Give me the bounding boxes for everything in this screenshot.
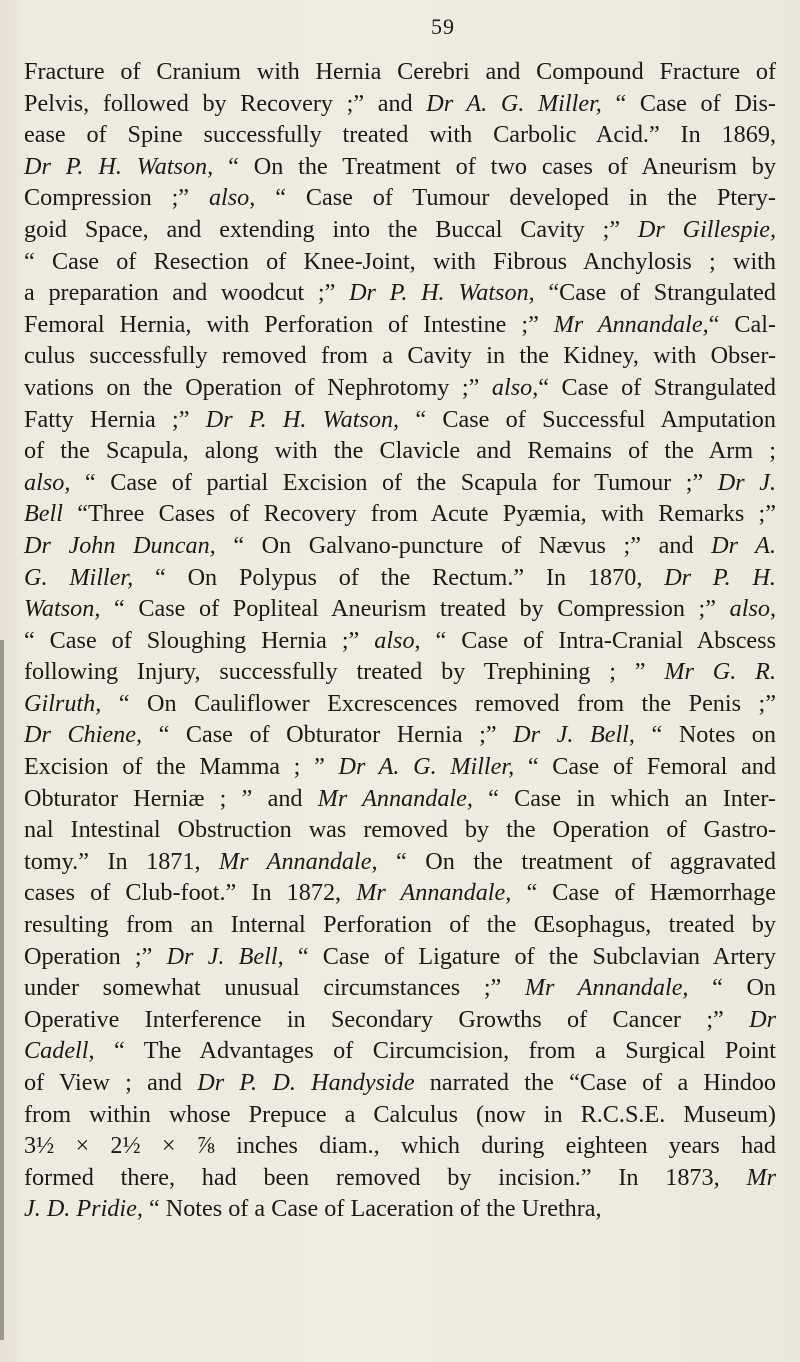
- italic-name: Watson,: [24, 595, 101, 623]
- text-segment: “ On the Treatment of two cases of Aneurism by: [213, 152, 776, 180]
- text-segment: Fatty Hernia ;”: [24, 405, 206, 433]
- text-segment: formed there, had been removed by incision.” In 1873,: [24, 1163, 747, 1191]
- text-segment: nal Intestinal Obstruction was removed by the Operation of Gastro-: [24, 816, 776, 844]
- italic-name: Dr P. H. Watson,: [24, 152, 214, 180]
- italic-name: Dr: [749, 1005, 776, 1033]
- text-line: [24, 119, 776, 151]
- text-segment: “ Case of Obturator Hernia ;”: [142, 721, 514, 749]
- text-segment: “ Case of Popliteal Aneurism treated by Compression ;”: [100, 595, 730, 623]
- text-line: [24, 814, 776, 846]
- text-segment: ease of Spine successfully treated with Carbolic Acid.” In 1869,: [24, 121, 776, 149]
- italic-name: Cadell,: [24, 1037, 95, 1065]
- italic-name: also,: [491, 373, 539, 401]
- italic-name: Dr P. H. Watson,: [349, 279, 535, 307]
- italic-name: Mr Annandale,: [356, 879, 512, 907]
- text-segment: goid Space, and extending into the Buccal Cavity ;”: [24, 215, 638, 243]
- text-segment: following Injury, successfully treated by Trephining ; ”: [24, 658, 665, 686]
- text-line: [24, 246, 776, 278]
- text-line: [24, 941, 776, 973]
- text-line: [24, 435, 776, 467]
- text-line: [24, 467, 776, 499]
- text-line: [24, 562, 776, 594]
- text-line: [24, 1193, 776, 1225]
- text-segment: “ On Polypus of the Rectum.” In 1870,: [133, 563, 665, 591]
- text-segment: Excision of the Mamma ; ”: [24, 753, 339, 781]
- text-line: [24, 182, 776, 214]
- page-number: 59: [431, 14, 455, 39]
- italic-name: Dr A. G. Miller,: [338, 753, 515, 781]
- italic-name: Gilruth,: [24, 689, 102, 717]
- text-segment: “Three Cases of Recovery from Acute Pyæmia, with Remarks ;”: [62, 500, 776, 528]
- text-line: [24, 909, 776, 941]
- text-segment: Operation ;”: [24, 942, 167, 970]
- text-line: [24, 309, 776, 341]
- italic-name: Dr John Duncan,: [24, 531, 216, 559]
- text-segment: “ Case of Ligature of the Subclavian Artery: [283, 942, 777, 970]
- text-segment: 3½ × 2½ × ⅞ inches diam., which during eighteen years had: [24, 1132, 776, 1160]
- text-line: [24, 498, 776, 530]
- text-segment: of the Scapula, along with the Clavicle and Remains of the Arm ;: [24, 437, 776, 465]
- text-line: [24, 1035, 776, 1067]
- text-segment: “Case of Strangulated: [534, 279, 776, 307]
- text-line: [24, 404, 776, 436]
- italic-name: Mr Annandale,: [553, 310, 709, 338]
- text-segment: of View ; and: [24, 1069, 198, 1096]
- text-segment: cases of Club-foot.” In 1872,: [24, 879, 357, 907]
- text-line: [24, 340, 776, 372]
- italic-name: Dr Gillespie,: [637, 215, 776, 243]
- text-line: [24, 1067, 776, 1099]
- text-segment: vations on the Operation of Nephrotomy ;”: [24, 373, 492, 401]
- text-segment: “ Case in which an Inter-: [472, 784, 776, 812]
- text-line: [24, 1099, 776, 1131]
- text-segment: Femoral Hernia, with Perforation of Intestine ;”: [24, 310, 554, 338]
- text-segment: “ Notes on: [634, 721, 776, 749]
- text-segment: resulting from an Internal Perforation of the Œsophagus, treated by: [24, 911, 776, 939]
- text-line: [24, 1004, 776, 1036]
- italic-name: Mr G. R.: [664, 658, 776, 686]
- text-line: [24, 751, 776, 783]
- text-segment: culus successfully removed from a Cavity in the Kidney, with Obser-: [24, 342, 776, 370]
- body-text: [24, 56, 776, 1225]
- text-segment: “ The Advantages of Circumcision, from a Surgical Point: [94, 1037, 776, 1065]
- italic-name: G. Miller,: [24, 563, 134, 591]
- italic-name: Dr J.: [717, 468, 776, 496]
- italic-name: Mr: [746, 1163, 776, 1191]
- italic-name: also,: [374, 626, 421, 654]
- text-line: [24, 1162, 776, 1194]
- italic-name: J. D. Pridie,: [24, 1195, 143, 1223]
- text-line: [24, 151, 776, 183]
- text-line: [24, 783, 776, 815]
- text-line: [24, 656, 776, 688]
- italic-name: Mr Annandale,: [219, 847, 378, 875]
- italic-name: Dr A.: [711, 531, 777, 559]
- italic-name: Dr J. Bell,: [166, 942, 284, 970]
- text-line: [24, 214, 776, 246]
- text-segment: “ Case of Successful Amputation: [399, 405, 776, 433]
- italic-name: Mr Annandale,: [317, 784, 473, 812]
- text-segment: “ On: [688, 974, 777, 1002]
- text-line: [24, 372, 776, 404]
- italic-name: also,: [729, 595, 776, 623]
- text-segment: Operative Interference in Secondary Growths of Cancer ;”: [24, 1005, 750, 1033]
- text-segment: “ On Galvano-puncture of Nævus ;” and: [215, 531, 712, 559]
- text-line: [24, 593, 776, 625]
- text-segment: a preparation and woodcut ;”: [24, 279, 350, 307]
- text-line: [24, 625, 776, 657]
- italic-name: Bell: [24, 500, 63, 528]
- italic-name: Dr P. D. Handyside: [197, 1069, 415, 1096]
- text-segment: “ Notes of a Case of Laceration of the Urethra,: [142, 1195, 602, 1223]
- italic-name: also,: [24, 468, 71, 496]
- gutter-shadow: [0, 640, 4, 1340]
- italic-name: Dr A. G. Miller,: [426, 89, 602, 117]
- text-line: [24, 877, 776, 909]
- text-segment: from within whose Prepuce a Calculus (now in R.C.S.E. Museum): [24, 1100, 776, 1128]
- text-segment: Pelvis, followed by Recovery ;” and: [24, 89, 427, 117]
- text-segment: “ Case of Hæmorrhage: [511, 879, 776, 907]
- text-segment: “ Case of partial Excision of the Scapula for Tumour ;”: [70, 468, 718, 496]
- text-segment: “ Case of Resection of Knee-Joint, with Fibrous Anchylosis ; with: [24, 247, 776, 275]
- italic-name: Mr Annandale,: [524, 974, 689, 1002]
- text-line: [24, 277, 776, 309]
- text-segment: narrated the “Case of a Hindoo: [414, 1069, 776, 1096]
- italic-name: Dr J. Bell,: [513, 721, 635, 749]
- text-segment: “ Cal-: [708, 310, 776, 338]
- text-segment: Compression ;”: [24, 184, 209, 212]
- text-segment: “ Case of Dis-: [601, 89, 776, 117]
- text-segment: “ Case of Intra-Cranial Abscess: [420, 626, 776, 654]
- text-segment: tomy.” In 1871,: [24, 847, 220, 875]
- text-segment: “ Case of Strangulated: [538, 373, 776, 401]
- text-segment: “ Case of Tumour developed in the Ptery-: [255, 184, 776, 212]
- text-line: [24, 1130, 776, 1162]
- italic-name: also,: [208, 184, 256, 212]
- text-segment: “ On the treatment of aggravated: [377, 847, 776, 875]
- italic-name: Dr P. H. Watson,: [205, 405, 400, 433]
- text-segment: “ Case of Femoral and: [514, 753, 776, 781]
- text-line: [24, 972, 776, 1004]
- text-segment: under somewhat unusual circumstances ;”: [24, 974, 525, 1002]
- text-segment: “ On Cauliflower Excrescences removed from the Penis ;”: [101, 689, 776, 717]
- text-line: [24, 846, 776, 878]
- text-segment: Obturator Herniæ ; ” and: [24, 784, 318, 812]
- text-line: [24, 56, 776, 88]
- text-line: [24, 530, 776, 562]
- text-segment: Fracture of Cranium with Hernia Cerebri and Compound Fracture of: [24, 58, 776, 85]
- text-line: [24, 88, 776, 120]
- italic-name: Dr Chiene,: [24, 721, 143, 749]
- text-line: [24, 719, 776, 751]
- text-segment: “ Case of Sloughing Hernia ;”: [24, 626, 375, 654]
- italic-name: Dr P. H.: [664, 563, 776, 591]
- text-line: [24, 688, 776, 720]
